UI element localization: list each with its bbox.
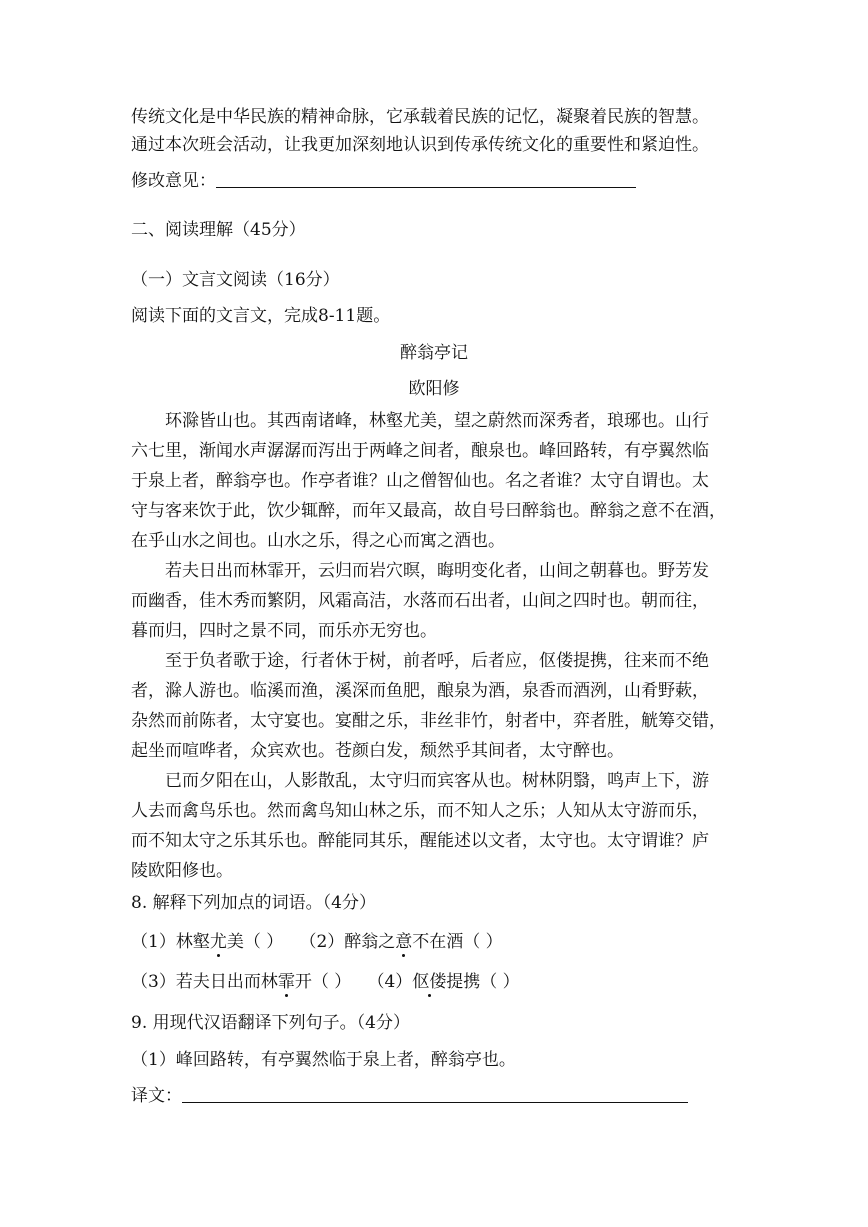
essay-line: 陵欧阳修也。: [131, 861, 233, 881]
essay-line: 在乎山水之间也。山水之乐，得之心而寓之酒也。: [131, 531, 505, 551]
essay-line: 至于负者歌于途，行者休于树，前者呼，后者应，伛偻提携，往来而不绝: [165, 651, 709, 671]
essay-title: 醉翁亭记: [400, 343, 468, 363]
question-9-stem: 9. 用现代汉语翻译下列句子。（4分）: [131, 1013, 410, 1033]
intro-line-2: 通过本次班会活动，让我更加深刻地认识到传承传统文化的重要性和紧迫性。: [131, 135, 709, 155]
revision-label: 修改意见：: [131, 171, 216, 191]
essay-line: 起坐而喧哗者，众宾欢也。苍颜白发，颓然乎其间者，太守醉也。: [131, 741, 624, 761]
essay-line: 人去而禽鸟乐也。然而禽鸟知山林之乐，而不知人之乐；人知从太守游而乐，: [131, 801, 709, 821]
essay-line: 六七里，渐闻水声潺潺而泻出于两峰之间者，酿泉也。峰回路转，有亭翼然临: [131, 441, 709, 461]
essay-author: 欧阳修: [408, 379, 460, 399]
question-8-stem: 8. 解释下列加点的词语。（4分）: [131, 893, 376, 913]
essay-line: 环滁皆山也。其西南诸峰，林壑尤美，望之蔚然而深秀者，琅琊也。山行: [165, 411, 709, 431]
essay-line: 守与客来饮于此，饮少辄醉，而年又最高，故自号曰醉翁也。醉翁之意不在酒，: [131, 501, 726, 521]
essay-line: 而不知太守之乐其乐也。醉能同其乐，醒能述以文者，太守也。太守谓谁？庐: [131, 831, 709, 851]
q8-item-2[interactable]: （2）醉翁之意不在酒（ ）: [299, 932, 503, 952]
emphasis-dot-word: 意: [395, 932, 413, 952]
essay-line: 者，滁人游也。临溪而渔，溪深而鱼肥，酿泉为酒，泉香而酒洌，山肴野蔌，: [131, 681, 709, 701]
essay-line: 若夫日出而林霏开，云归而岩穴暝，晦明变化者，山间之朝暮也。野芳发: [165, 561, 709, 581]
translation-row: [131, 1084, 688, 1108]
q8-item-4[interactable]: （4）伛偻提携（ ）: [367, 972, 520, 992]
essay-line: 暮而归，四时之景不同，而乐亦无穷也。: [131, 621, 437, 641]
revision-answer-line[interactable]: [216, 171, 636, 188]
emphasis-dot-word: 霏: [277, 972, 295, 992]
essay-line: 于泉上者，醉翁亭也。作亭者谁？山之僧智仙也。名之者谁？太守自谓也。太: [131, 471, 709, 491]
q8-item-3[interactable]: （3）若夫日出而林霏开（ ）: [131, 972, 352, 992]
question-8-row-1: [131, 930, 503, 954]
intro-line-1: 传统文化是中华民族的精神命脉，它承载着民族的记忆，凝聚着民族的智慧。: [131, 107, 709, 127]
essay-line: 杂然而前陈者，太守宴也。宴酣之乐，非丝非竹，射者中，弈者胜，觥筹交错，: [131, 711, 726, 731]
subsection-heading: （一）文言文阅读（16分）: [131, 270, 340, 290]
translation-answer-line[interactable]: [182, 1086, 688, 1103]
emphasis-dot-word: 伛偻: [412, 972, 447, 992]
essay-line: 已而夕阳在山，人影散乱，太守归而宾客从也。树林阴翳，鸣声上下，游: [165, 771, 709, 791]
question-9-item-1: （1）峰回路转，有亭翼然临于泉上者，醉翁亭也。: [131, 1050, 516, 1070]
essay-line: 而幽香，佳木秀而繁阴，风霜高洁，水落而石出者，山间之四时也。朝而往，: [131, 591, 709, 611]
reading-instruction: 阅读下面的文言文，完成8-11题。: [131, 306, 391, 326]
q8-item-1[interactable]: （1）林壑尤美（ ）: [131, 932, 284, 952]
section-2-heading: 二、阅读理解（45分）: [131, 220, 306, 240]
emphasis-dot-word: 尤: [209, 932, 227, 952]
revision-row: [131, 169, 636, 193]
question-8-row-2: [131, 970, 520, 994]
translation-label: 译文：: [131, 1086, 182, 1106]
